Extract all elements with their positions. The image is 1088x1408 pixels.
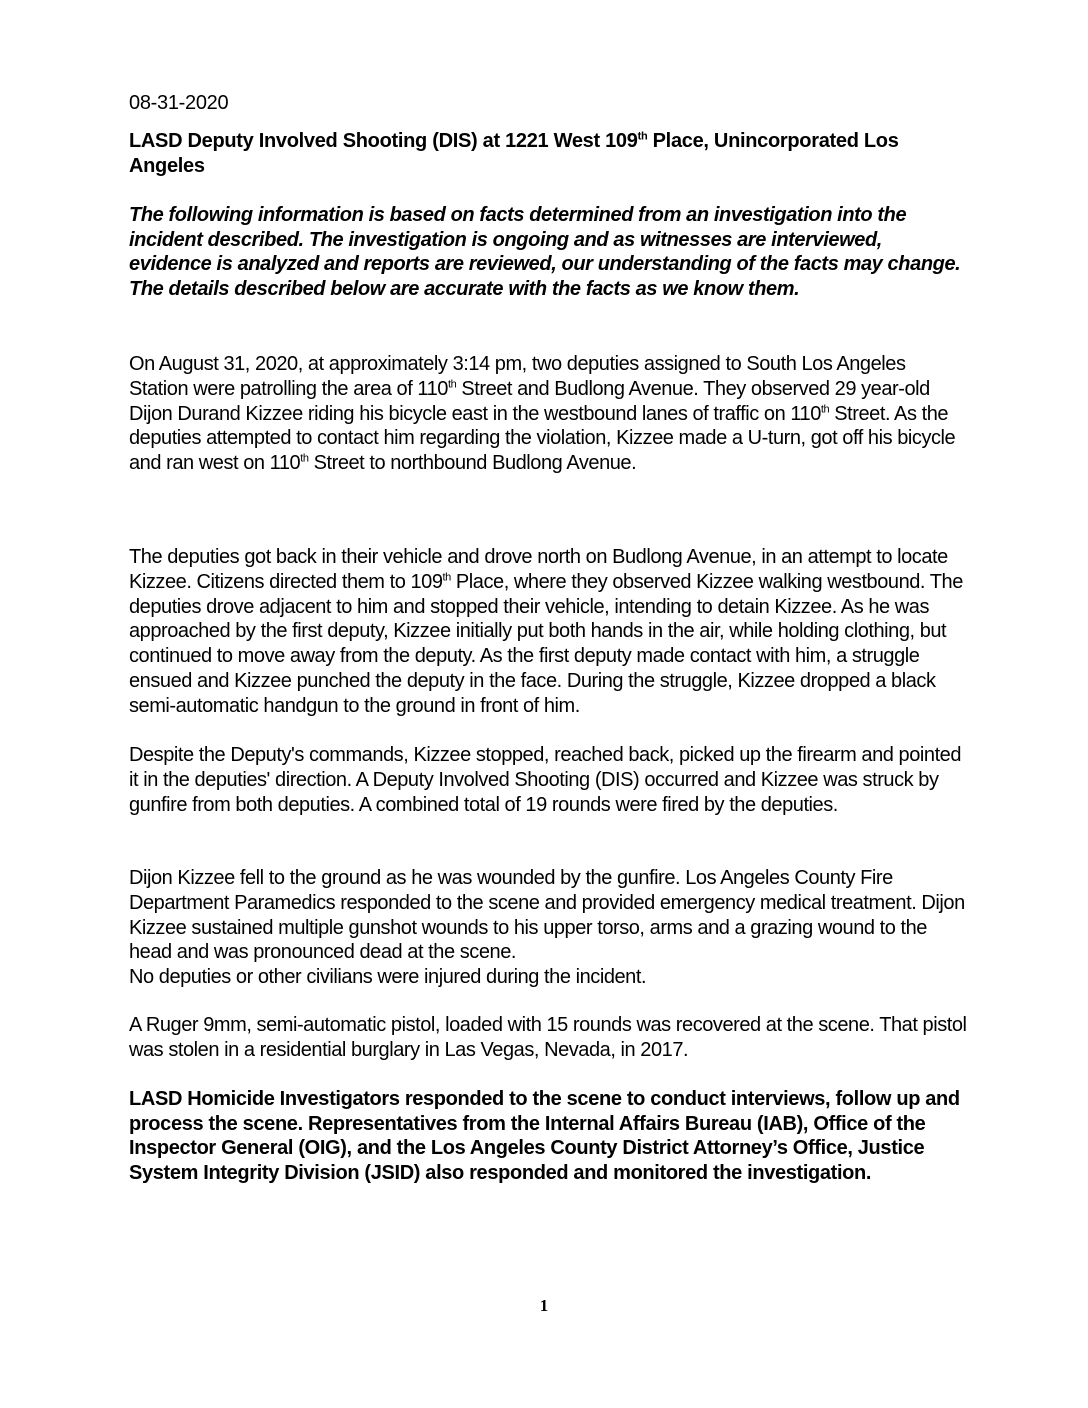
p1-text-d: Street to northbound Budlong Avenue. [308,452,637,475]
paragraph-aftermath [129,866,969,990]
p2-text-a: The deputies got back in their vehicle and drove north on Budlong Avenue, in an attempt to locate Kizzee. Citizens directed them to 109 [129,546,948,593]
title-text-b: Place, Unincorporated Los Angeles [129,130,899,177]
document-title [129,129,959,179]
p1-text-a: On August 31, 2020, at approximately 3:14 pm, two deputies assigned to South Los Angeles Station were patrolling the area of 110 [129,353,906,400]
page-number: 1 [539,1296,549,1315]
document-date: 08-31-2020 [129,92,229,114]
paragraph-initial-contact [129,352,969,476]
p1-sup-c: th [300,452,309,465]
disclaimer-paragraph: The following information is based on facts determined from an investigation into the incident described. The investigation is ongoing and as witnesses are interviewed, evidence is analyzed and reports are reviewed, our understanding of the facts may change. The details described below are accurate with the facts as we know them. [129,204,961,300]
title-superscript: th [637,130,648,143]
p1-text-c: Street. As the deputies attempted to contact him regarding the violation, Kizzee made a U-turn, got off his bicycle and ran west on 110 [129,402,956,475]
p2-text-b: Place, where they observed Kizzee walking westbound. The deputies drove adjacent to him and stopped their vehicle, intending to detain Kizzee. As he was approached by the first deputy, Kizzee initially put both hands in the air, while holding clothing, but continued to move away from the deputy. As the first deputy made contact with him, a struggle ensued and Kizzee punched the deputy in the face. During the struggle, Kizzee dropped a black semi-automatic handgun to the ground in front of him. [129,570,963,717]
p4-text-a: Dijon Kizzee fell to the ground as he was wounded by the gunfire. Los Angeles County Fire Department Paramedics responded to the scene and provided emergency medical treatment. Dijon Kizzee sustained multiple gunshot wounds to his upper torso, arms and a grazing wound to the head and was pronounced dead at the scene. [129,867,965,964]
title-text-a: LASD Deputy Involved Shooting (DIS) at 1221 West 109 [129,130,638,152]
paragraph-pursuit [129,545,969,719]
p1-sup-a: th [447,378,457,391]
paragraph-investigation: LASD Homicide Investigators responded to the scene to conduct interviews, follow up and process the scene. Representatives from the Internal Affairs Bureau (IAB), Office of the Inspector General (OIG), and the Los Angeles County District Attorney’s Office, Justice System Integrity Division (JSID) also responded and monitored the investigation. [129,1088,960,1184]
p1-sup-b: th [820,402,830,415]
paragraph-weapon: A Ruger 9mm, semi-automatic pistol, loaded with 15 rounds was recovered at the scene. That pistol was stolen in a residential burglary in Las Vegas, Nevada, in 2017. [129,1014,967,1061]
paragraph-shooting: Despite the Deputy's commands, Kizzee stopped, reached back, picked up the firearm and pointed it in the deputies' direction. A Deputy Involved Shooting (DIS) occurred and Kizzee was struck by gunfire from both deputies. A combined total of 19 rounds were fired by the deputies. [129,744,962,816]
p4-text-b: No deputies or other civilians were injured during the incident. [129,966,647,989]
p2-sup-a: th [442,571,451,584]
p1-text-b: Street and Budlong Avenue. They observed 29 year-old Dijon Durand Kizzee riding his bicycle east in the westbound lanes of traffic on 110 [129,377,930,425]
